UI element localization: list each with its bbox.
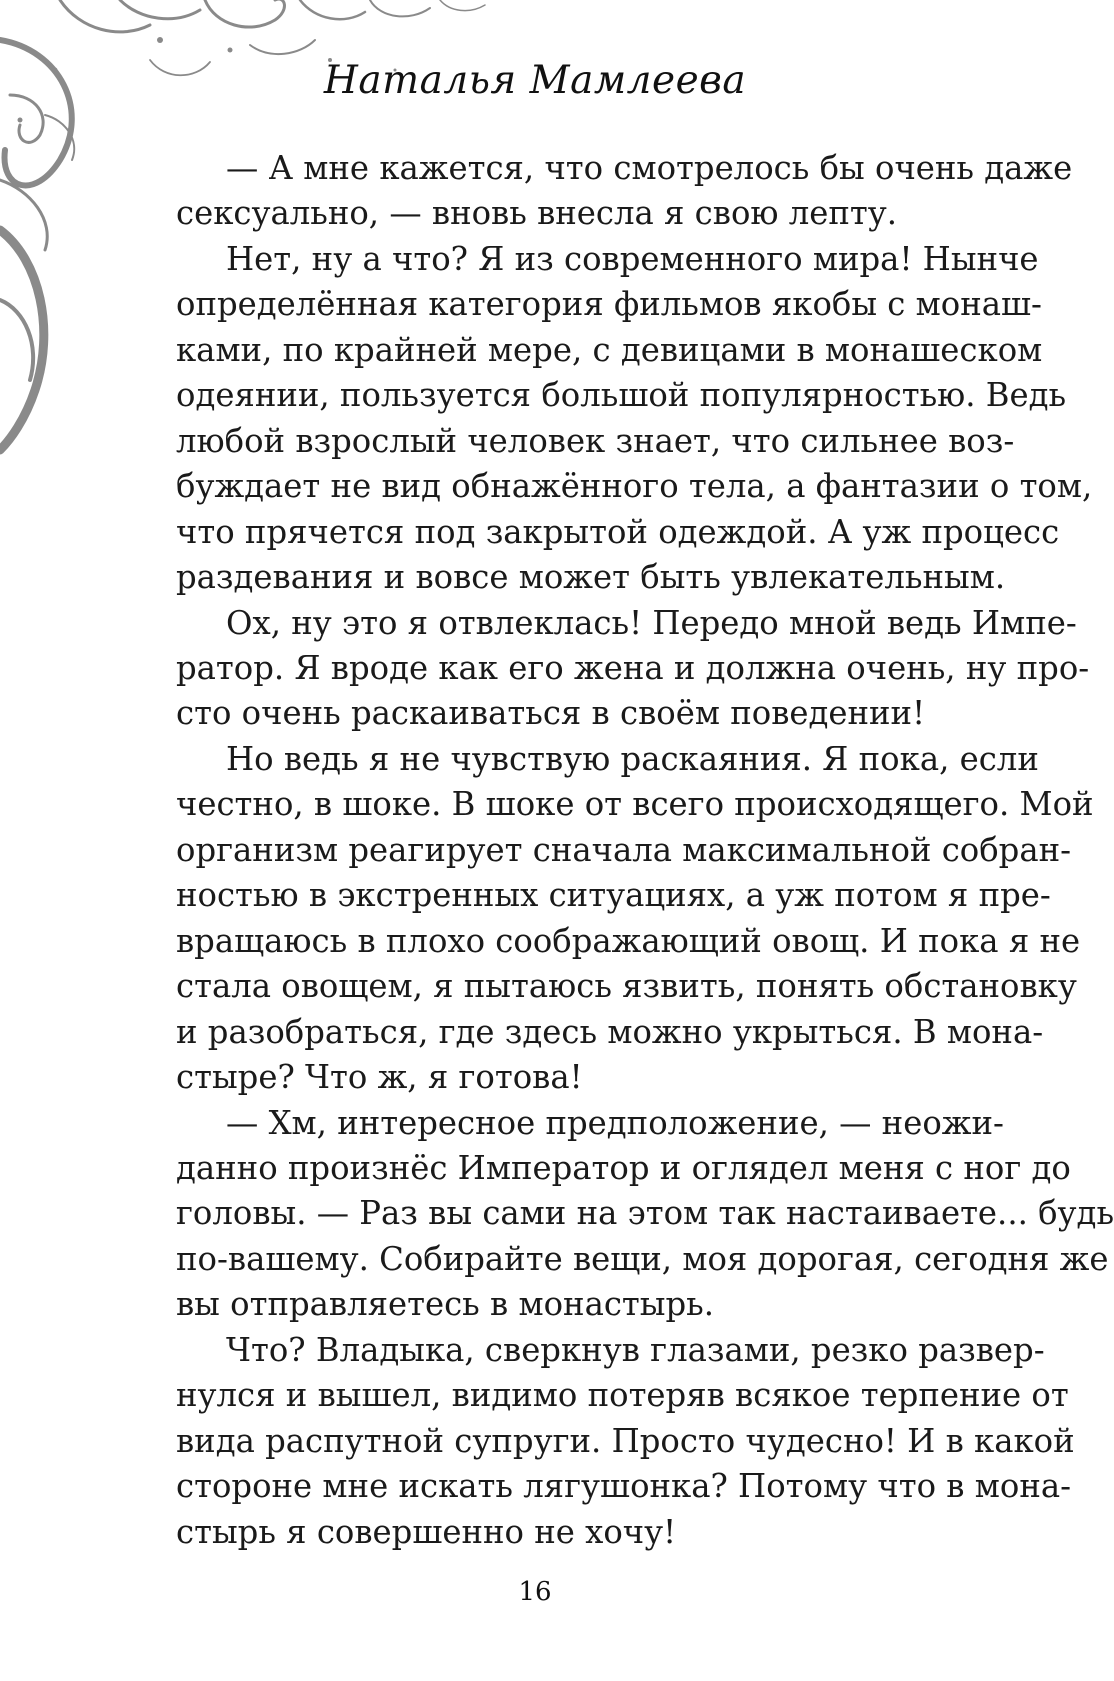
text-line: ностью в экстренных ситуациях, а уж потом я пре- [176,876,1051,915]
text-line: раздевания и вовсе может быть увлекательным. [176,558,1006,597]
text-line: любой взрослый человек знает, что сильнее воз- [176,421,1015,460]
text-line: Что? Владыка, сверкнув глазами, резко развер- [226,1330,1045,1369]
body-text [124,146,1114,1555]
text-line: ками, по крайней мере, с девицами в монашеском [176,330,1043,369]
text-line: Нет, ну а что? Я из современного мира! Нынче [226,239,1039,278]
text-line: стороне мне искать лягушонка? Потому что в мона- [176,1467,1072,1506]
paragraph [124,146,1073,237]
text-line: что прячется под закрытой одеждой. А уж процесс [176,512,1060,551]
page-number: 16 [518,1577,552,1607]
text-line: одеянии, пользуется большой популярностью. Ведь [176,376,1067,415]
text-line: по-вашему. Собирайте вещи, моя дорогая, сегодня же [176,1239,1109,1278]
text-line: организм реагирует сначала максимальной собран- [176,830,1072,869]
text-line: головы. — Раз вы сами на этом так настаиваете... будь [176,1194,1114,1233]
text-line: вида распутной супруги. Просто чудесно! И в какой [176,1421,1075,1460]
text-line: вращаюсь в плохо соображающий овощ. И пока я не [176,921,1081,960]
text-line: определённая категория фильмов якобы с монаш- [176,285,1042,324]
running-header-author: Наталья Мамлеева [323,58,747,103]
text-line: честно, в шоке. В шоке от всего происходящего. Мой [176,785,1094,824]
paragraph [124,1328,1075,1555]
text-line: стала овощем, я пытаюсь язвить, понять обстановку [176,967,1077,1006]
text-line: Но ведь я не чувствую раскаяния. Я пока, если [226,739,1039,778]
text-line: данно произнёс Император и оглядел меня с ног до [176,1148,1071,1187]
text-line: — Хм, интересное предположение, — неожи- [226,1103,1004,1142]
text-line: стырь я совершенно не хочу! [176,1512,677,1551]
paragraph [124,737,1094,1101]
text-line: сексуально, — вновь внесла я свою лепту. [176,194,898,233]
text-line: сто очень раскаиваться в своём поведении! [176,694,926,733]
text-line: стыре? Что ж, я готова! [176,1058,583,1097]
text-line: буждает не вид обнажённого тела, а фантазии о том, [176,467,1093,506]
text-line: ратор. Я вроде как его жена и должна очень, ну про- [176,648,1090,687]
text-line: Ох, ну это я отвлеклась! Передо мной ведь Импе- [226,603,1077,642]
paragraph [124,237,1093,601]
text-line: нулся и вышел, видимо потеряв всякое терпение от [176,1376,1069,1415]
paragraph [124,601,1090,737]
paragraph [124,1101,1114,1328]
text-line: вы отправляетесь в монастырь. [176,1285,715,1324]
text-line: — А мне кажется, что смотрелось бы очень даже [226,149,1073,187]
text-line: и разобраться, где здесь можно укрыться. В мона- [176,1012,1044,1051]
